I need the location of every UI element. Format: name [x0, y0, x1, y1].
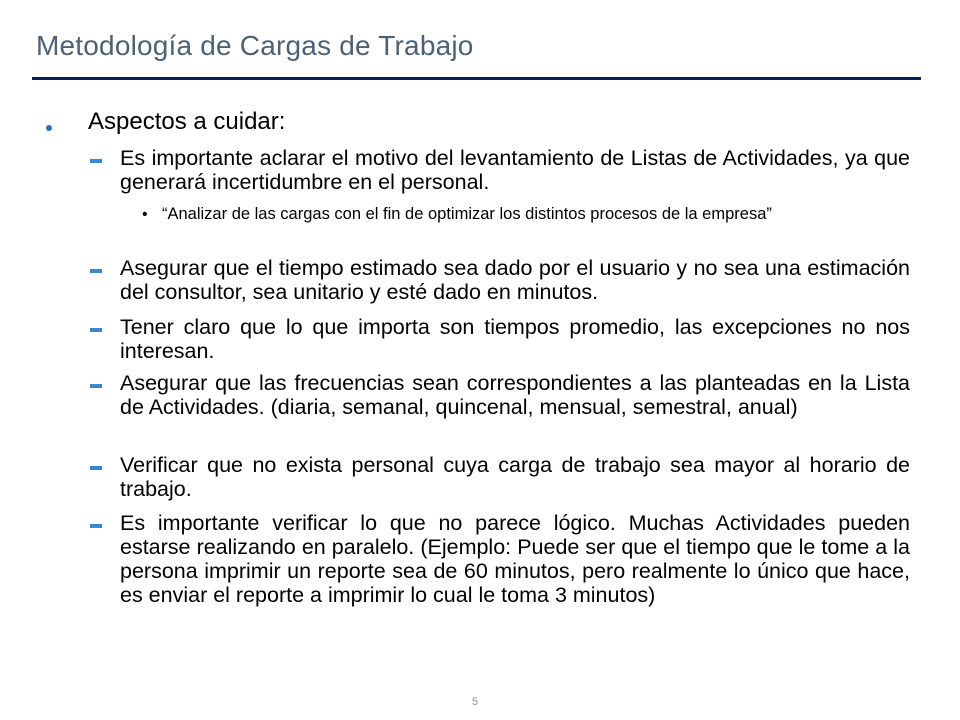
bullet-item: Asegurar que el tiempo estimado sea dado por el usuario y no sea una estimación del consultor, sea unitario y esté dado en minutos. [120, 256, 910, 304]
page-number: 5 [472, 696, 479, 708]
dash-bullet-icon [90, 466, 102, 470]
bullet-item: Es importante aclarar el motivo del levantamiento de Listas de Actividades, ya que generará incertidumbre en el personal. [120, 146, 910, 194]
sub-bullet-item: “Analizar de las cargas con el fin de optimizar los distintos procesos de la empresa” [162, 205, 772, 223]
bullet-item: Asegurar que las frecuencias sean correspondientes a las planteadas en la Lista de Actividades. (diaria, semanal, quincenal, mensual, semestral, anual) [120, 371, 910, 419]
title-divider [32, 77, 921, 80]
sub-bullet-icon: • [142, 206, 148, 223]
dash-bullet-icon [90, 524, 102, 528]
level1-bullet-icon [46, 125, 52, 131]
dash-bullet-icon [90, 269, 102, 273]
bullet-item: Tener claro que lo que importa son tiempos promedio, las excepciones no nos interesan. [120, 315, 910, 363]
dash-bullet-icon [90, 159, 102, 163]
bullet-item: Es importante verificar lo que no parece lógico. Muchas Actividades pueden estarse realizando en paralelo. (Ejemplo: Puede ser que el tiempo que le tome a la persona imprimir un reporte sea de 60 minutos, pero realmente lo único que hace, es enviar el reporte a imprimir lo cual le toma 3 minutos) [120, 511, 910, 607]
section-heading: Aspectos a cuidar: [88, 108, 286, 135]
dash-bullet-icon [90, 384, 102, 388]
bullet-item: Verificar que no exista personal cuya carga de trabajo sea mayor al horario de trabajo. [120, 453, 910, 501]
dash-bullet-icon [90, 328, 102, 332]
slide-title: Metodología de Cargas de Trabajo [36, 30, 474, 61]
